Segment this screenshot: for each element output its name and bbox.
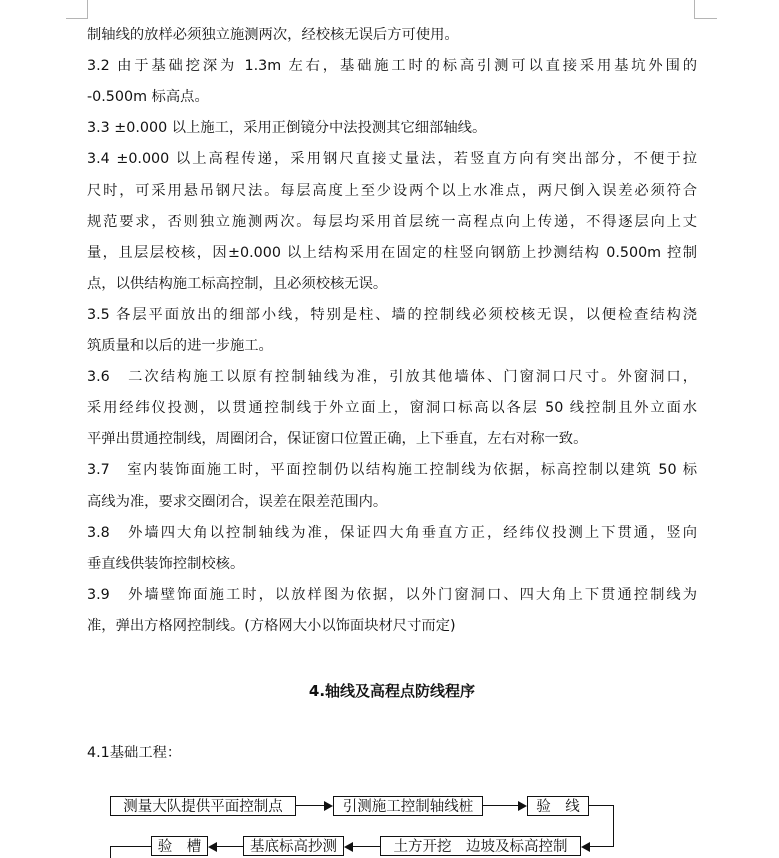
flow-connector	[110, 846, 111, 858]
flow-connector	[217, 846, 243, 847]
paragraph-line: 准，弹出方格网控制线。(方格网大小以饰面块材尺寸而定)	[87, 617, 456, 634]
paragraph-line: 高线为准，要求交圈闭合，误差在限差范围内。	[87, 493, 388, 510]
flow-connector	[590, 846, 614, 847]
paragraph-line: 采用经纬仪投测，以贯通控制线于外立面上，窗洞口标高以各层 50 线控制且外立面水	[87, 400, 697, 417]
flow-box-control-points: 测量大队提供平面控制点	[110, 796, 296, 816]
paragraph-line: 平弹出贯通控制线，周圈闭合，保证窗口位置正确，上下垂直，左右对称一致。	[87, 431, 588, 448]
paragraph-line: 筑质量和以后的进一步施工。	[87, 338, 273, 354]
arrow-right-icon	[324, 801, 333, 811]
flow-box-line-check: 验 线	[527, 796, 589, 816]
paragraph-line: 3.2 由于基础挖深为 1.3m 左右，基础施工时的标高引测可以直接采用基坑外围的	[87, 58, 697, 75]
paragraph-line: 3.8 外墙四大角以控制轴线为准，保证四大角垂直方正，经纬仪投测上下贯通，竖向	[87, 524, 697, 541]
paragraph-line: -0.500m 标高点。	[87, 89, 209, 106]
paragraph-line: 垂直线供装饰控制校核。	[87, 555, 245, 572]
flow-connector	[353, 846, 380, 847]
paragraph-line: 3.4 ±0.000 以上高程传递，采用钢尺直接丈量法，若竖直方向有突出部分，不便于拉	[87, 151, 697, 168]
arrow-left-icon	[581, 842, 590, 852]
flow-connector	[110, 846, 151, 847]
flow-box-base-elevation: 基底标高抄测	[243, 836, 344, 856]
flow-connector	[483, 805, 518, 806]
flow-box-trench-check: 验 槽	[151, 836, 208, 856]
paragraph-line: 制轴线的放样必须独立施测两次，经校核无误后方可使用。	[87, 27, 459, 43]
paragraph-line: 量，且层层校核，因±0.000 以上结构采用在固定的柱竖向钢筋上抄测结构 0.500m 控制	[87, 244, 697, 261]
flow-connector	[296, 805, 324, 806]
paragraph-line: 尺时，可采用悬吊钢尺法。每层高度上至少设两个以上水准点，两尺倒入误差必须符合	[87, 182, 697, 199]
paragraph-line: 规范要求，否则独立施测两次。每层均采用首层统一高程点向上传递，不得逐层向上丈	[87, 213, 697, 230]
flow-box-excavation: 土方开挖 边坡及标高控制	[380, 836, 581, 856]
arrow-left-icon	[208, 842, 217, 852]
flow-connector	[613, 805, 614, 847]
section-heading: 4.轴线及高程点防线程序	[308, 682, 476, 700]
paragraph-line: 3.3 ±0.000 以上施工，采用正倒镜分中法投测其它细部轴线。	[87, 120, 487, 137]
paragraph-line: 3.6 二次结构施工以原有控制轴线为准，引放其他墙体、门窗洞口尺寸。外窗洞口，	[87, 369, 697, 386]
arrow-right-icon	[518, 801, 527, 811]
flow-box-axis-stakes: 引测施工控制轴线桩	[333, 796, 483, 816]
paragraph-line: 3.9 外墙壁饰面施工时，以放样图为依据，以外门窗洞口、四大角上下贯通控制线为	[87, 586, 697, 603]
flow-connector	[589, 805, 614, 806]
subsection-heading: 4.1基础工程：	[87, 745, 182, 761]
paragraph-line: 3.5 各层平面放出的细部小线，特别是柱、墙的控制线必须校核无误，以便检查结构浇	[87, 306, 697, 323]
arrow-left-icon	[344, 842, 353, 852]
paragraph-line: 点，以供结构施工标高控制，且必须校核无误。	[87, 275, 388, 292]
paragraph-line: 3.7 室内装饰面施工时，平面控制仍以结构施工控制线为依据，标高控制以建筑 50 标	[87, 462, 697, 479]
